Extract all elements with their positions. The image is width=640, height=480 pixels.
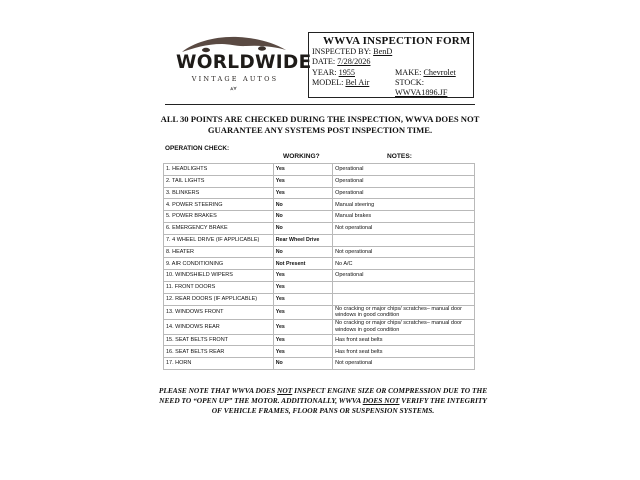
operation-check-title: OPERATION CHECK: [165, 145, 230, 152]
footer-emphasis-does-not: DOES NOT [362, 396, 400, 406]
date-value: 7/28/2026 [337, 57, 371, 66]
row-working-value: Yes [273, 175, 332, 187]
table-row [164, 234, 475, 246]
table-row [164, 334, 475, 346]
row-notes-value: Has front seat belts [333, 346, 475, 358]
model-row [312, 78, 369, 87]
notes-column-header: NOTES: [387, 153, 412, 160]
row-working-value: Yes [273, 293, 332, 305]
inspected-by-label: INSPECTED BY: [312, 47, 372, 56]
stock-value: WWVA1896.JF [395, 88, 448, 97]
logo-emblem-icon: ⩓⩔ [230, 86, 237, 92]
row-notes-value: Operational [333, 270, 475, 282]
row-working-value: Yes [273, 334, 332, 346]
table-row [164, 164, 475, 176]
table-row [164, 281, 475, 293]
model-value: Bel Air [345, 78, 370, 87]
row-working-value: No [273, 246, 332, 258]
year-label: YEAR: [312, 68, 337, 77]
row-item-label: 11. FRONT DOORS [164, 281, 274, 293]
row-item-label: 1. HEADLIGHTS [164, 164, 274, 176]
row-working-value: Yes [273, 270, 332, 282]
row-working-value: Yes [273, 346, 332, 358]
header-divider [165, 104, 475, 105]
row-item-label: 3. BLINKERS [164, 187, 274, 199]
table-row [164, 346, 475, 358]
row-notes-value: Has front seat belts [333, 334, 475, 346]
row-item-label: 2. TAIL LIGHTS [164, 175, 274, 187]
date-label: DATE: [312, 57, 336, 66]
table-row [164, 305, 475, 320]
table-row [164, 187, 475, 199]
row-notes-value: Manual brakes [333, 211, 475, 223]
form-title: WWVA INSPECTION FORM [323, 35, 471, 47]
working-column-header: WORKING? [283, 153, 320, 160]
row-working-value: Yes [273, 164, 332, 176]
date-row [312, 57, 370, 66]
row-working-value: Rear Wheel Drive [273, 234, 332, 246]
table-row [164, 199, 475, 211]
disclaimer-line-1: ALL 30 POINTS ARE CHECKED DURING THE INSPECTION, WWVA DOES NOT [160, 114, 480, 124]
table-row [164, 246, 475, 258]
row-item-label: 4. POWER STEERING [164, 199, 274, 211]
inspection-header-box [308, 32, 474, 98]
make-label: MAKE: [395, 68, 422, 77]
disclaimer-line-2: GUARANTEE ANY SYSTEMS POST INSPECTION TIME. [207, 125, 433, 135]
row-item-label: 17. HORN [164, 358, 274, 370]
table-row [164, 222, 475, 234]
row-item-label: 12. REAR DOORS (IF APPLICABLE) [164, 293, 274, 305]
row-item-label: 13. WINDOWS FRONT [164, 305, 274, 320]
row-working-value: Yes [273, 305, 332, 320]
row-working-value: No [273, 358, 332, 370]
inspected-by-value: BenD [373, 47, 393, 56]
row-item-label: 15. SEAT BELTS FRONT [164, 334, 274, 346]
make-value: Chevrolet [423, 68, 456, 77]
table-row [164, 358, 475, 370]
inspected-by-row [312, 47, 392, 56]
operation-check-table [163, 163, 475, 370]
inspection-disclaimer [160, 114, 480, 136]
row-working-value: No [273, 199, 332, 211]
stock-label: STOCK: [395, 78, 424, 87]
row-working-value: Yes [273, 320, 332, 335]
table-row [164, 320, 475, 335]
worldwide-logo [176, 30, 312, 94]
row-notes-value [333, 281, 475, 293]
row-working-value: No [273, 211, 332, 223]
row-item-label: 14. WINDOWS REAR [164, 320, 274, 335]
row-notes-value [333, 234, 475, 246]
row-notes-value: No A/C [333, 258, 475, 270]
row-item-label: 8. HEATER [164, 246, 274, 258]
row-notes-value: No cracking or major chips/ scratches– manual door windows in good condition [333, 320, 475, 335]
row-notes-value: Not operational [333, 222, 475, 234]
row-notes-value: Not operational [333, 358, 475, 370]
footer-note [158, 386, 488, 417]
logo-brand-text: WORLDWIDE [176, 52, 312, 73]
row-notes-value [333, 293, 475, 305]
row-working-value: No [273, 222, 332, 234]
footer-emphasis-not: NOT [277, 386, 293, 395]
row-item-label: 10. WINDSHIELD WIPERS [164, 270, 274, 282]
footer-part-2: INSPECT ENGINE SIZE OR COMPRESSION DUE TO THE NEED TO “OPEN UP” THE MOTOR. ADDITIONALLY, WWVA [159, 386, 488, 406]
row-item-label: 5. POWER BRAKES [164, 211, 274, 223]
logo-tagline: VINTAGE AUTOS [191, 75, 279, 83]
row-notes-value: Operational [333, 187, 475, 199]
row-item-label: 7. 4 WHEEL DRIVE (IF APPLICABLE) [164, 234, 274, 246]
make-row [395, 68, 456, 77]
row-notes-value: Operational [333, 164, 475, 176]
model-label: MODEL: [312, 78, 344, 87]
table-row [164, 270, 475, 282]
table-row [164, 211, 475, 223]
row-item-label: 9. AIR CONDITIONING [164, 258, 274, 270]
row-working-value: Yes [273, 281, 332, 293]
row-item-label: 6. EMERGENCY BRAKE [164, 222, 274, 234]
row-notes-value: Not operational [333, 246, 475, 258]
row-notes-value: No cracking or major chips/ scratches– manual door windows in good condition [333, 305, 475, 320]
row-working-value: Not Present [273, 258, 332, 270]
table-row [164, 258, 475, 270]
year-row [312, 68, 355, 77]
row-notes-value: Operational [333, 175, 475, 187]
footer-part-3: VERIFY THE INTEGRITY OF VEHICLE FRAMES, FLOOR PANS OR SUSPENSION SYSTEMS. [211, 396, 487, 416]
table-row [164, 293, 475, 305]
row-working-value: Yes [273, 187, 332, 199]
year-value: 1955 [338, 68, 355, 77]
footer-part-1: PLEASE NOTE THAT WWVA DOES [158, 386, 278, 395]
table-row [164, 175, 475, 187]
row-item-label: 16. SEAT BELTS REAR [164, 346, 274, 358]
row-notes-value: Manual steering [333, 199, 475, 211]
